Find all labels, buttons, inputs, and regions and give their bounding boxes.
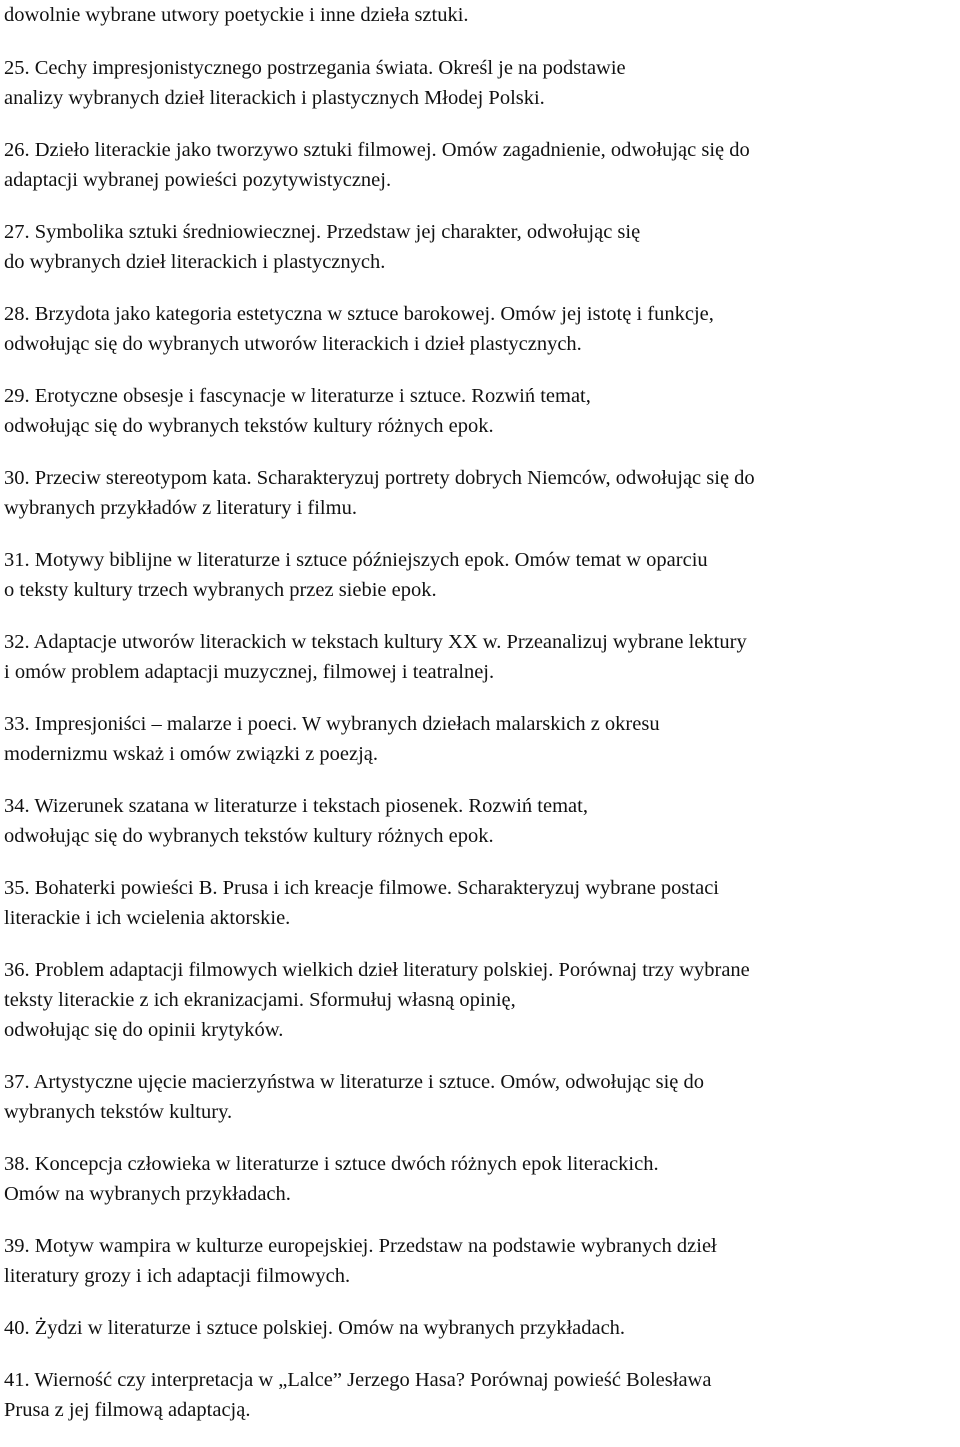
topic-line: 26. Dzieło literackie jako tworzywo sztuki filmowej. Omów zagadnienie, odwołując się do (4, 139, 750, 161)
topic-line: teksty literackie z ich ekranizacjami. Sformułuj własną opinię, (4, 989, 516, 1011)
topic-line: 25. Cechy impresjonistycznego postrzegania świata. Określ je na podstawie (4, 57, 626, 79)
topic-item (4, 53, 956, 113)
intro-line: dowolnie wybrane utwory poetyckie i inne dzieła sztuki. (4, 4, 469, 26)
topic-line: analizy wybranych dzieł literackich i plastycznych Młodej Polski. (4, 87, 545, 109)
topic-item (4, 1149, 956, 1209)
topic-line: 38. Koncepcja człowieka w literaturze i sztuce dwóch różnych epok literackich. (4, 1153, 659, 1175)
topic-line: odwołując się do opinii krytyków. (4, 1019, 284, 1041)
topic-line: adaptacji wybranej powieści pozytywistycznej. (4, 169, 392, 191)
topic-item (4, 135, 956, 195)
topic-line: modernizmu wskaż i omów związki z poezją. (4, 743, 378, 765)
topic-item (4, 1313, 956, 1343)
topic-item (4, 709, 956, 769)
topic-line: 34. Wizerunek szatana w literaturze i tekstach piosenek. Rozwiń temat, (4, 795, 588, 817)
topic-line: o teksty kultury trzech wybranych przez siebie epok. (4, 579, 437, 601)
topic-line: 36. Problem adaptacji filmowych wielkich dzieł literatury polskiej. Porównaj trzy wybrane (4, 959, 750, 981)
topic-item (4, 545, 956, 605)
topic-item (4, 791, 956, 851)
topic-line: 33. Impresjoniści – malarze i poeci. W wybranych dziełach malarskich z okresu (4, 713, 660, 735)
topic-line: 37. Artystyczne ujęcie macierzyństwa w literaturze i sztuce. Omów, odwołując się do (4, 1071, 704, 1093)
topic-item (4, 1067, 956, 1127)
topic-line: 27. Symbolika sztuki średniowiecznej. Przedstaw jej charakter, odwołując się (4, 221, 641, 243)
topic-line: odwołując się do wybranych tekstów kultury różnych epok. (4, 415, 494, 437)
topic-line: literatury grozy i ich adaptacji filmowych. (4, 1265, 351, 1287)
topic-line: 30. Przeciw stereotypom kata. Scharakteryzuj portrety dobrych Niemców, odwołując się do (4, 467, 755, 489)
topic-item (4, 955, 956, 1045)
topic-line: odwołując się do wybranych utworów literackich i dzieł plastycznych. (4, 333, 582, 355)
topic-line: 39. Motyw wampira w kulturze europejskiej. Przedstaw na podstawie wybranych dzieł (4, 1235, 717, 1257)
topic-item (4, 1365, 956, 1425)
topic-line: Omów na wybranych przykładach. (4, 1183, 291, 1205)
topic-line: 32. Adaptacje utworów literackich w tekstach kultury XX w. Przeanalizuj wybrane lektury (4, 631, 747, 653)
topic-line: 28. Brzydota jako kategoria estetyczna w sztuce barokowej. Omów jej istotę i funkcje, (4, 303, 714, 325)
topic-item (4, 1231, 956, 1291)
topic-line: odwołując się do wybranych tekstów kultury różnych epok. (4, 825, 494, 847)
topic-line: wybranych tekstów kultury. (4, 1101, 233, 1123)
topic-line: do wybranych dzieł literackich i plastycznych. (4, 251, 386, 273)
topic-line: 35. Bohaterki powieści B. Prusa i ich kreacje filmowe. Scharakteryzuj wybrane postaci (4, 877, 719, 899)
topic-item (4, 381, 956, 441)
topic-line: wybranych przykładów z literatury i filmu. (4, 497, 357, 519)
topic-item (4, 873, 956, 933)
topic-line: 31. Motywy biblijne w literaturze i sztuce późniejszych epok. Omów temat w oparciu (4, 549, 708, 571)
topic-item (4, 299, 956, 359)
topic-line: Prusa z jej filmową adaptacją. (4, 1399, 251, 1421)
topic-item (4, 627, 956, 687)
topic-line: literackie i ich wcielenia aktorskie. (4, 907, 291, 929)
topic-line: i omów problem adaptacji muzycznej, filmowej i teatralnej. (4, 661, 495, 683)
topic-line: 41. Wierność czy interpretacja w „Lalce” Jerzego Hasa? Porównaj powieść Bolesława (4, 1369, 712, 1391)
topic-line: 29. Erotyczne obsesje i fascynacje w literaturze i sztuce. Rozwiń temat, (4, 385, 591, 407)
topic-item (4, 217, 956, 277)
document-page (4, 0, 956, 1447)
topic-list (4, 53, 956, 1425)
topic-item (4, 463, 956, 523)
topic-line: 40. Żydzi w literaturze i sztuce polskiej. Omów na wybranych przykładach. (4, 1317, 626, 1339)
